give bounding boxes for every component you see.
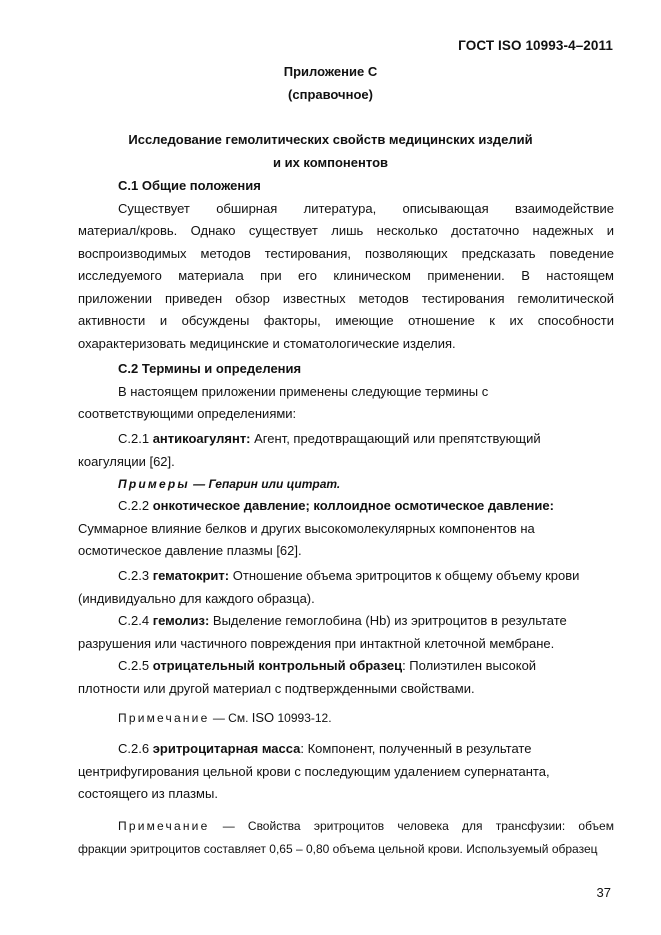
term-number: С.2.2: [118, 498, 150, 513]
note-reference: ISO: [251, 710, 275, 725]
term-name: антикоагулянт:: [152, 431, 251, 446]
term-number: С.2.6: [118, 741, 150, 756]
paragraph-line: исследуемого материала при его клиническом применении. В настоящем: [78, 268, 614, 283]
term-number: С.2.3: [118, 568, 150, 583]
term-definition: Суммарное влияние белков и других высокомолекулярных компонентов на: [78, 520, 535, 536]
term-definition: Агент, предотвращающий или препятствующий: [254, 431, 541, 446]
term-definition: (индивидуально для каждого образца).: [78, 590, 315, 606]
appendix-title: Приложение С: [283, 64, 378, 79]
term-name: онкотическое давление; коллоидное осмотическое давление:: [152, 498, 554, 513]
note-label: Примечание: [118, 711, 210, 725]
term-erythrocyte-mass: [78, 738, 614, 806]
section-heading: С.1 Общие положения: [118, 178, 261, 193]
term-definition: : Компонент, полученный в результате: [300, 741, 532, 756]
note-text: фракции эритроцитов составляет 0,65 – 0,80 объема цельной крови. Используемый образец: [78, 841, 598, 856]
doc-title-line1: Исследование гемолитических свойств медицинских изделий: [128, 132, 533, 147]
term-definition: Выделение гемоглобина (Hb) из эритроцитов в результате: [212, 613, 567, 628]
section-c2: [78, 358, 614, 426]
term-definition: : Полиэтилен высокой: [402, 658, 537, 673]
note-text: — Свойства эритроцитов человека для трансфузии: объем: [222, 819, 614, 833]
term-number: С.2.4: [118, 613, 150, 628]
term-anticoagulant: [78, 428, 614, 473]
term-definition: коагуляции [62].: [78, 453, 175, 469]
term-hematocrit: [78, 565, 614, 610]
term-name: гематокрит:: [152, 568, 230, 583]
term-definition: центрифугирования цельной крови с последующим удалением супернатанта,: [78, 763, 550, 779]
page-number: 37: [596, 885, 611, 900]
term-number: С.2.5: [118, 658, 150, 673]
term-definition: плотности или другой материал с подтвержденными свойствами.: [78, 680, 475, 696]
term-number: С.2.1: [118, 431, 150, 446]
note-text: 10993-12.: [277, 711, 332, 725]
note-text: — См.: [212, 711, 249, 725]
paragraph-line: материал/кровь. Однако существует лишь несколько достаточно надежных и: [78, 223, 614, 238]
term-definition: Отношение объема эритроцитов к общему объему крови: [232, 568, 580, 583]
paragraph-line: охарактеризовать медицинские и стоматологические изделия.: [78, 335, 456, 351]
paragraph-line: воспроизводимых методов тестирования, позволяющих предсказать поведение: [78, 245, 614, 261]
doc-title-line2: и их компонентов: [272, 155, 388, 170]
appendix-subtitle: (справочное): [288, 87, 373, 102]
standard-header: ГОСТ ISO 10993-4–2011: [458, 38, 613, 53]
term-name: гемолиз:: [152, 613, 210, 628]
paragraph-line: активности и обсуждены факторы, имеющие отношение к их способности: [78, 313, 614, 328]
term-hemolysis: [78, 610, 614, 655]
paragraph-line: В настоящем приложении применены следующие термины с: [118, 383, 489, 399]
paragraph-line: приложении приведен обзор известных методов тестирования гемолитической: [78, 290, 614, 306]
term-definition: осмотическое давление плазмы [62].: [78, 543, 302, 558]
note-label: Примечание: [118, 819, 210, 833]
section-heading: С.2 Термины и определения: [118, 361, 302, 376]
term-negative-control: [78, 655, 614, 700]
term-definition: состоящего из плазмы.: [78, 786, 218, 801]
note-2: [78, 815, 614, 860]
example-text: — Гепарин или цитрат.: [193, 477, 341, 491]
paragraph-line: соответствующими определениями:: [78, 406, 297, 421]
example-label: Примеры: [118, 477, 190, 491]
example-line: [78, 473, 614, 496]
term-name: эритроцитарная масса: [152, 741, 301, 756]
term-oncotic-pressure: [78, 495, 614, 563]
note-1: [78, 707, 614, 730]
paragraph-line: Существует обширная литература, описывающая взаимодействие: [118, 200, 614, 216]
term-definition: разрушения или частичного повреждения при интактной клеточной мембране.: [78, 635, 555, 651]
section-c1: [78, 175, 614, 355]
term-name: отрицательный контрольный образец: [152, 658, 403, 673]
